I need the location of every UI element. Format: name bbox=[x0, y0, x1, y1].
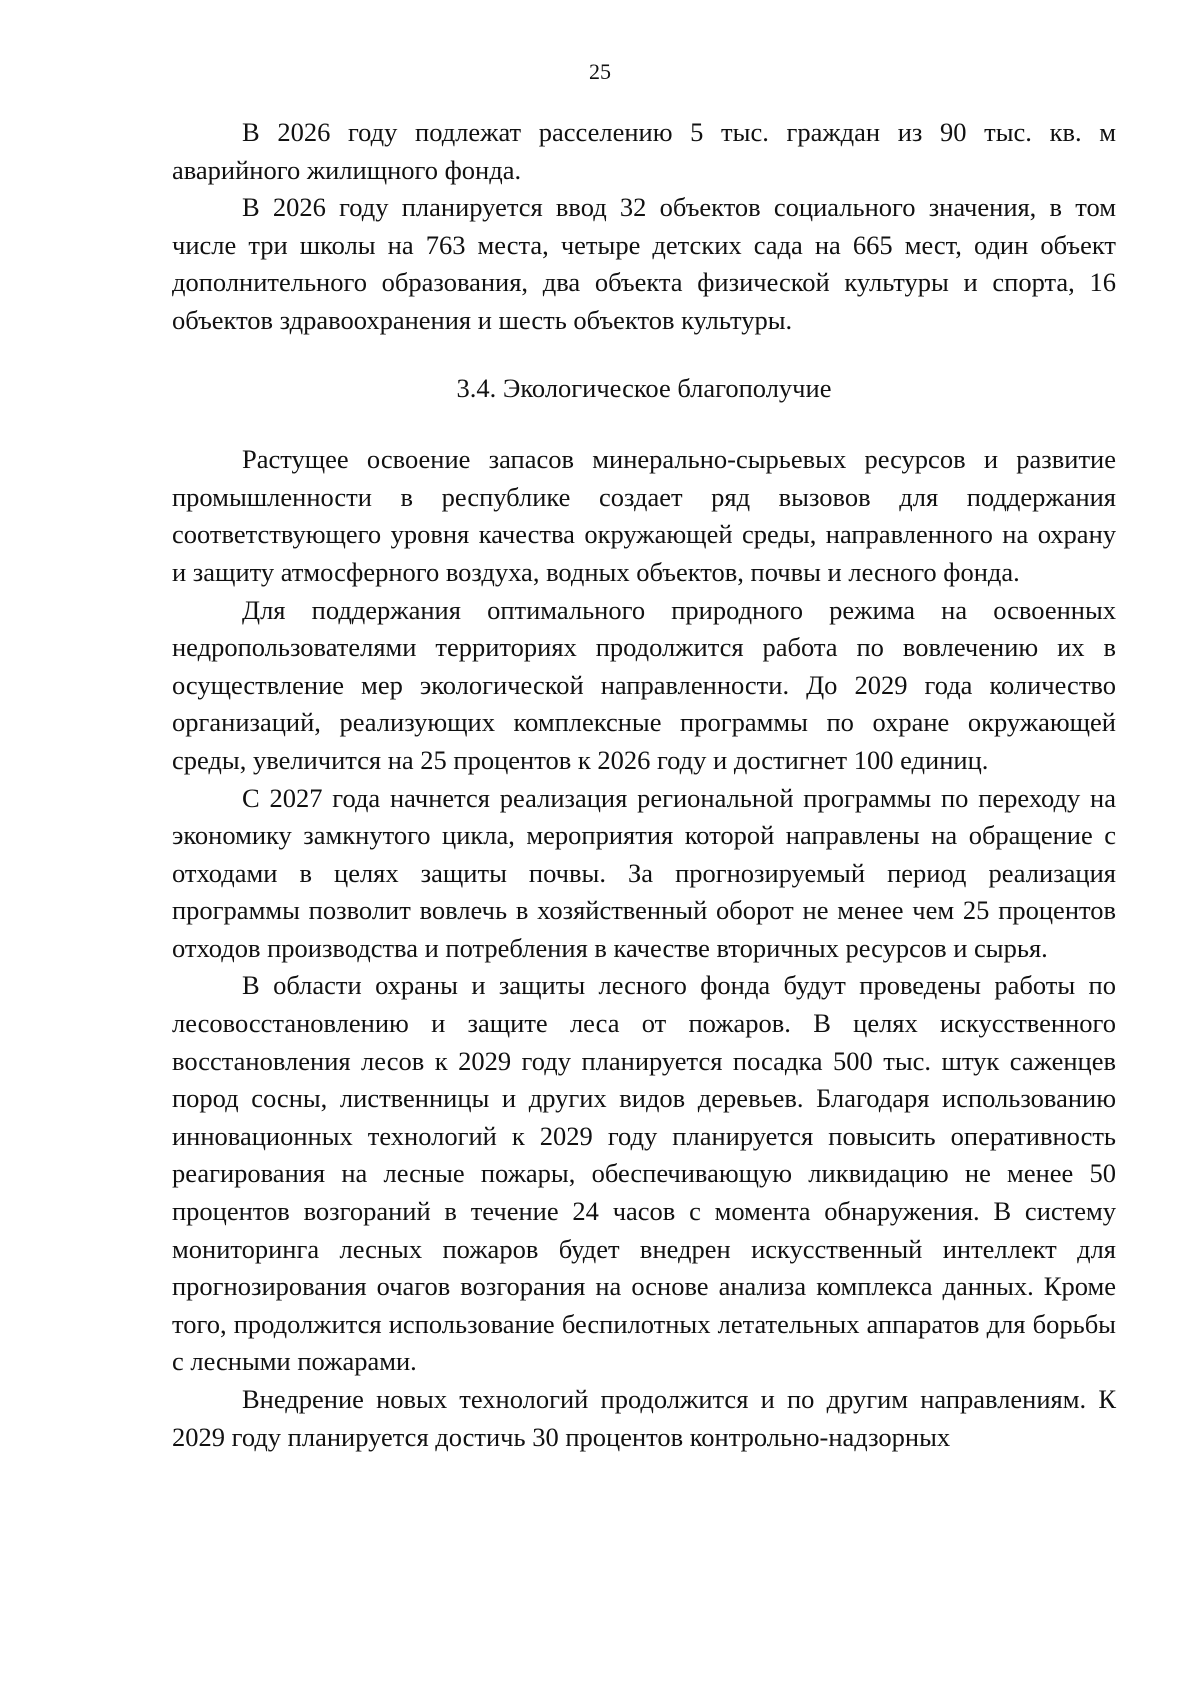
paragraph-resettlement: В 2026 году подлежат расселению 5 тыс. граждан из 90 тыс. кв. м аварийного жилищного фонда. bbox=[172, 117, 1116, 185]
paragraph-social-objects: В 2026 году планируется ввод 32 объектов социального значения, в том числе три школы на 763 места, четыре детских сада на 665 мест, один объект дополнительного образования, два объекта физической культуры и спорта, 16 объектов здравоохранения и шесть объектов культуры. bbox=[172, 192, 1116, 335]
paragraph-new-technologies: Внедрение новых технологий продолжится и по другим направлениям. К 2029 году планируется достичь 30 процентов контрольно-надзорных bbox=[172, 1384, 1116, 1452]
paragraph-natural-regime: Для поддержания оптимального природного режима на освоенных недропользователями территориях продолжится работа по вовлечению их в осуществление мер экологической направленности. До 2029 года количество организаций, реализующих комплексные программы по охране окружающей среды, увеличится на 25 процентов к 2026 году и достигнет 100 единиц. bbox=[172, 594, 1116, 775]
paragraph-environment-challenges: Растущее освоение запасов минерально-сырьевых ресурсов и развитие промышленности в республике создает ряд вызовов для поддержания соответствующего уровня качества окружающей среды, направленного на охрану и защиту атмосферного воздуха, водных объектов, почвы и лесного фонда. bbox=[172, 444, 1116, 587]
document-body bbox=[172, 114, 1116, 1456]
paragraph-forest-protection: В области охраны и защиты лесного фонда будут проведены работы по лесовосстановлению и защите леса от пожаров. В целях искусственного восстановления лесов к 2029 году планируется посадка 500 тыс. штук саженцев пород сосны, лиственницы и других видов деревьев. Благодаря использованию инновационных технологий к 2029 году планируется повысить оперативность реагирования на лесные пожары, обеспечивающую ликвидацию не менее 50 процентов возгораний в течение 24 часов с момента обнаружения. В систему мониторинга лесных пожаров будет внедрен искусственный интеллект для прогнозирования очагов возгорания на основе анализа комплекса данных. Кроме того, продолжится использование беспилотных летательных аппаратов для борьбы с лесными пожарами. bbox=[172, 970, 1116, 1377]
page-number: 25 bbox=[589, 59, 611, 84]
section-heading: 3.4. Экологическое благополучие bbox=[456, 372, 832, 403]
paragraph-circular-economy: С 2027 года начнется реализация региональной программы по переходу на экономику замкнутого цикла, мероприятия которой направлены на обращение с отходами в целях защиты почвы. За прогнозируемый период реализация программы позволит вовлечь в хозяйственный оборот не менее чем 25 процентов отходов производства и потребления в качестве вторичных ресурсов и сырья. bbox=[172, 782, 1116, 963]
